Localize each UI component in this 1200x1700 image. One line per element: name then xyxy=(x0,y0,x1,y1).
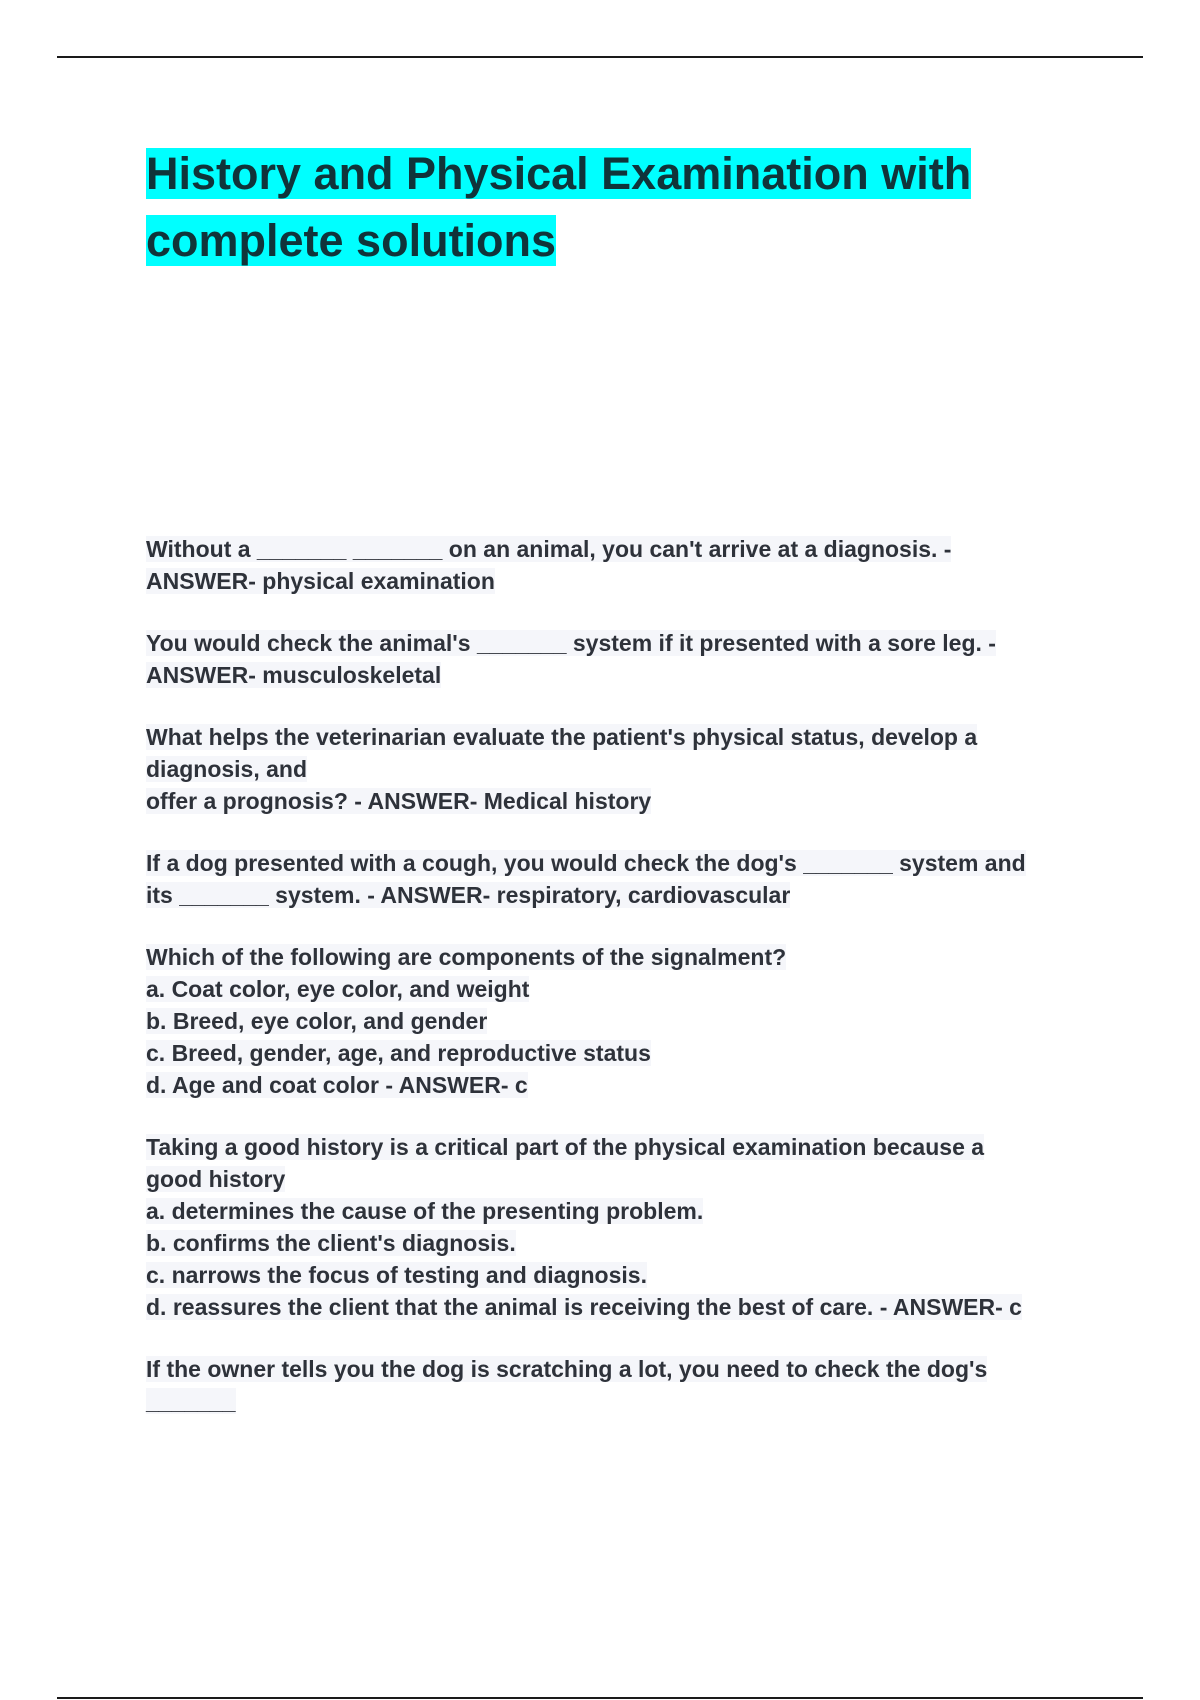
title-line: complete solutions xyxy=(146,215,557,266)
qa-line: d. reassures the client that the animal is receiving the best of care. - ANSWER- c xyxy=(146,1294,1022,1320)
qa-item xyxy=(146,941,1086,1101)
qa-line: Which of the following are components of the signalment? xyxy=(146,944,787,970)
qa-line: _______ xyxy=(146,1388,236,1414)
qa-line: good history xyxy=(146,1166,286,1192)
qa-line: ANSWER- physical examination xyxy=(146,568,495,594)
qa-line: Taking a good history is a critical part of the physical examination because a xyxy=(146,1134,985,1160)
qa-line: If the owner tells you the dog is scratching a lot, you need to check the dog's xyxy=(146,1356,988,1382)
qa-item xyxy=(146,627,1086,691)
qa-item xyxy=(146,1131,1086,1323)
qa-line: If a dog presented with a cough, you would check the dog's _______ system and xyxy=(146,850,1026,876)
qa-line: diagnosis, and xyxy=(146,756,308,782)
question-answer-list xyxy=(146,533,1086,1447)
qa-line: Without a _______ _______ on an animal, you can't arrive at a diagnosis. - xyxy=(146,536,952,562)
qa-line: b. Breed, eye color, and gender xyxy=(146,1008,488,1034)
qa-line: d. Age and coat color - ANSWER- c xyxy=(146,1072,528,1098)
qa-line: a. determines the cause of the presenting problem. xyxy=(146,1198,704,1224)
qa-line: its _______ system. - ANSWER- respiratory, cardiovascular xyxy=(146,882,791,908)
qa-line: offer a prognosis? - ANSWER- Medical history xyxy=(146,788,652,814)
qa-line: ANSWER- musculoskeletal xyxy=(146,662,442,688)
qa-item xyxy=(146,847,1086,911)
bottom-rule xyxy=(57,1697,1143,1699)
qa-item xyxy=(146,533,1086,597)
qa-line: a. Coat color, eye color, and weight xyxy=(146,976,530,1002)
qa-line: What helps the veterinarian evaluate the patient's physical status, develop a xyxy=(146,724,978,750)
document-title xyxy=(146,140,1066,274)
top-rule xyxy=(57,56,1143,58)
qa-line: c. Breed, gender, age, and reproductive status xyxy=(146,1040,651,1066)
qa-line: c. narrows the focus of testing and diagnosis. xyxy=(146,1262,647,1288)
qa-item xyxy=(146,721,1086,817)
qa-item xyxy=(146,1353,1086,1417)
title-line: History and Physical Examination with xyxy=(146,148,972,199)
qa-line: You would check the animal's _______ system if it presented with a sore leg. - xyxy=(146,630,996,656)
qa-line: b. confirms the client's diagnosis. xyxy=(146,1230,516,1256)
